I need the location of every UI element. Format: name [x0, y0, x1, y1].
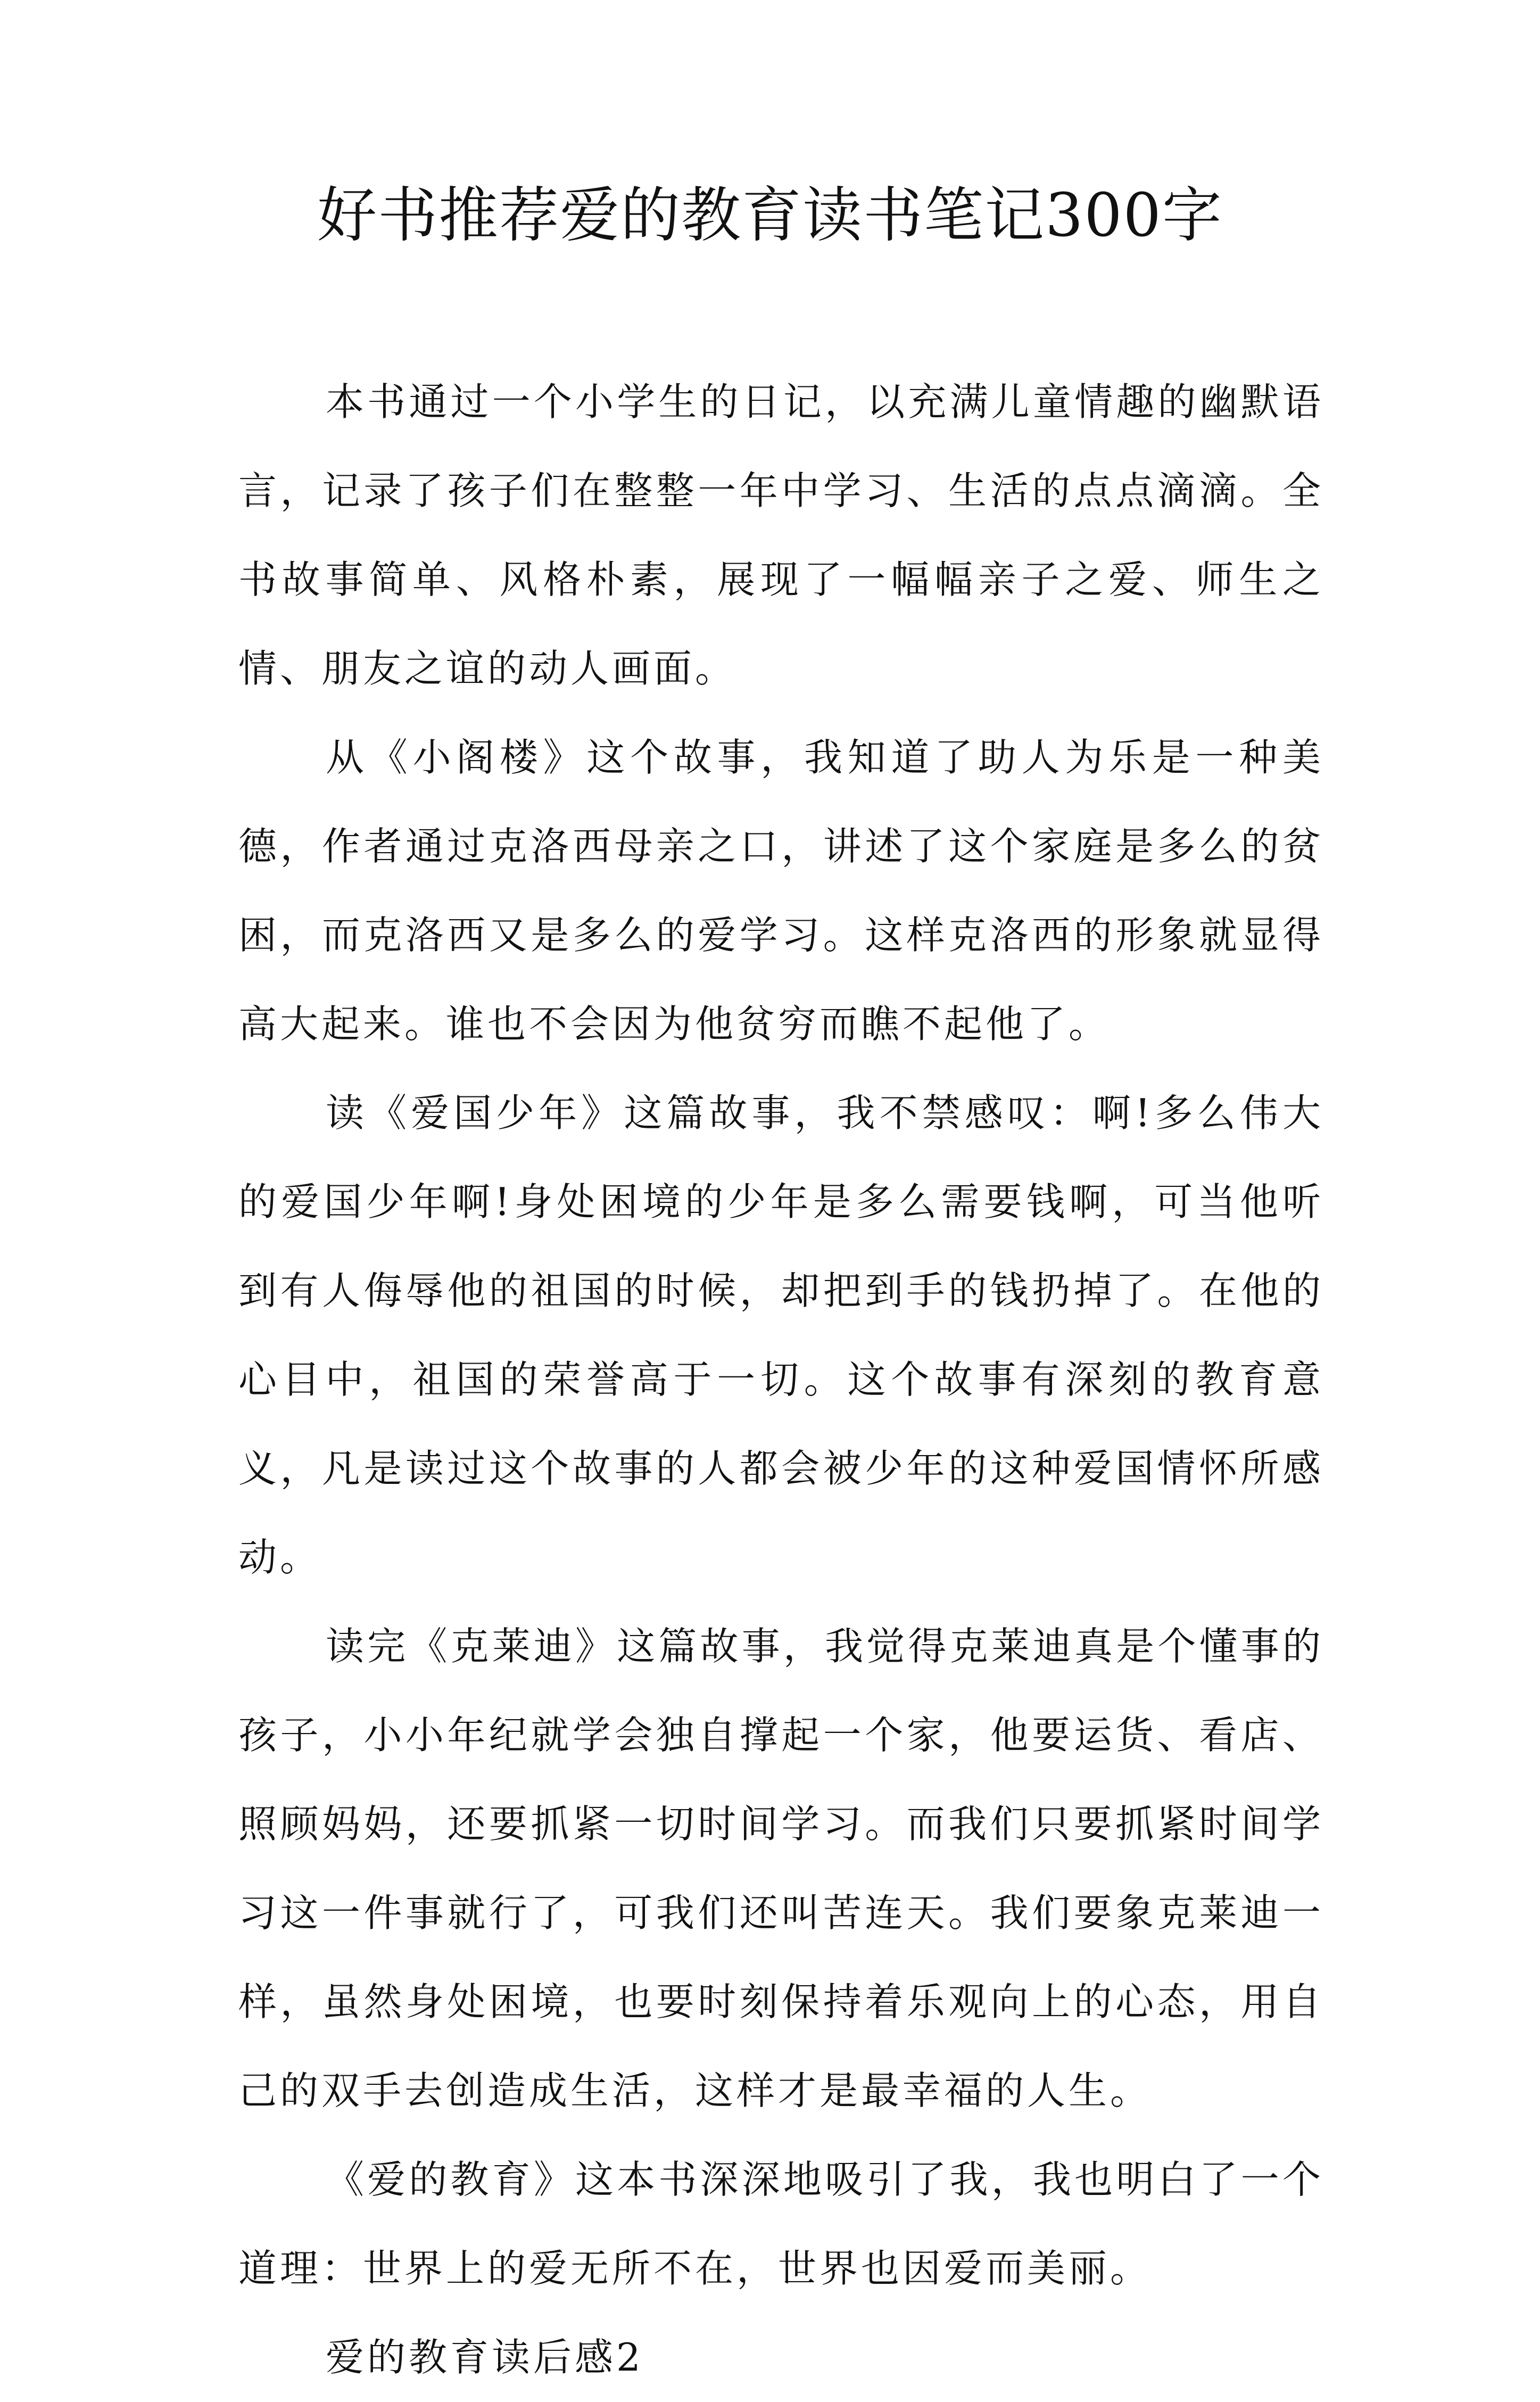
paragraph-intro: 本书通过一个小学生的日记，以充满儿童情趣的幽默语言，记录了孩子们在整整一年中学习、生活的点点滴滴。全书故事简单、风格朴素，展现了一幅幅亲子之爱、师生之情、朋友之谊的动人画面。 — [238, 379, 1324, 691]
paragraph-next-heading: 爱的教育读后感2 — [326, 2335, 644, 2380]
paragraph-attic-story: 从《小阁楼》这个故事，我知道了助人为乐是一种美德，作者通过克洛西母亲之口，讲述了这个家庭是多么的贫困，而克洛西又是多么的爱学习。这样克洛西的形象就显得高大起来。谁也不会因为他贫穷而瞧不起他了。 — [238, 735, 1324, 1046]
paragraph-coretti-story: 读完《克莱迪》这篇故事，我觉得克莱迪真是个懂事的孩子，小小年纪就学会独自撑起一个家，他要运货、看店、照顾妈妈，还要抓紧一切时间学习。而我们只要抓紧时间学习这一件事就行了，可我们还叫苦连天。我们要象克莱迪一样，虽然身处困境，也要时刻保持着乐观向上的心态，用自己的双手去创造成生活，这样才是最幸福的人生。 — [238, 1624, 1324, 2113]
paragraph-conclusion: 《爱的教育》这本书深深地吸引了我，我也明白了一个道理：世界上的爱无所不在，世界也因爱而美丽。 — [238, 2157, 1324, 2291]
paragraph-patriotic-boy: 读《爱国少年》这篇故事，我不禁感叹：啊!多么伟大的爱国少年啊!身处困境的少年是多么需要钱啊，可当他听到有人侮辱他的祖国的时候，却把到手的钱扔掉了。在他的心目中，祖国的荣誉高于一切。这个故事有深刻的教育意义，凡是读过这个故事的人都会被少年的这种爱国情怀所感动。 — [238, 1091, 1324, 1580]
document-body — [238, 358, 1324, 2402]
document-title: 好书推荐爱的教育读书笔记300字 — [317, 181, 1223, 250]
